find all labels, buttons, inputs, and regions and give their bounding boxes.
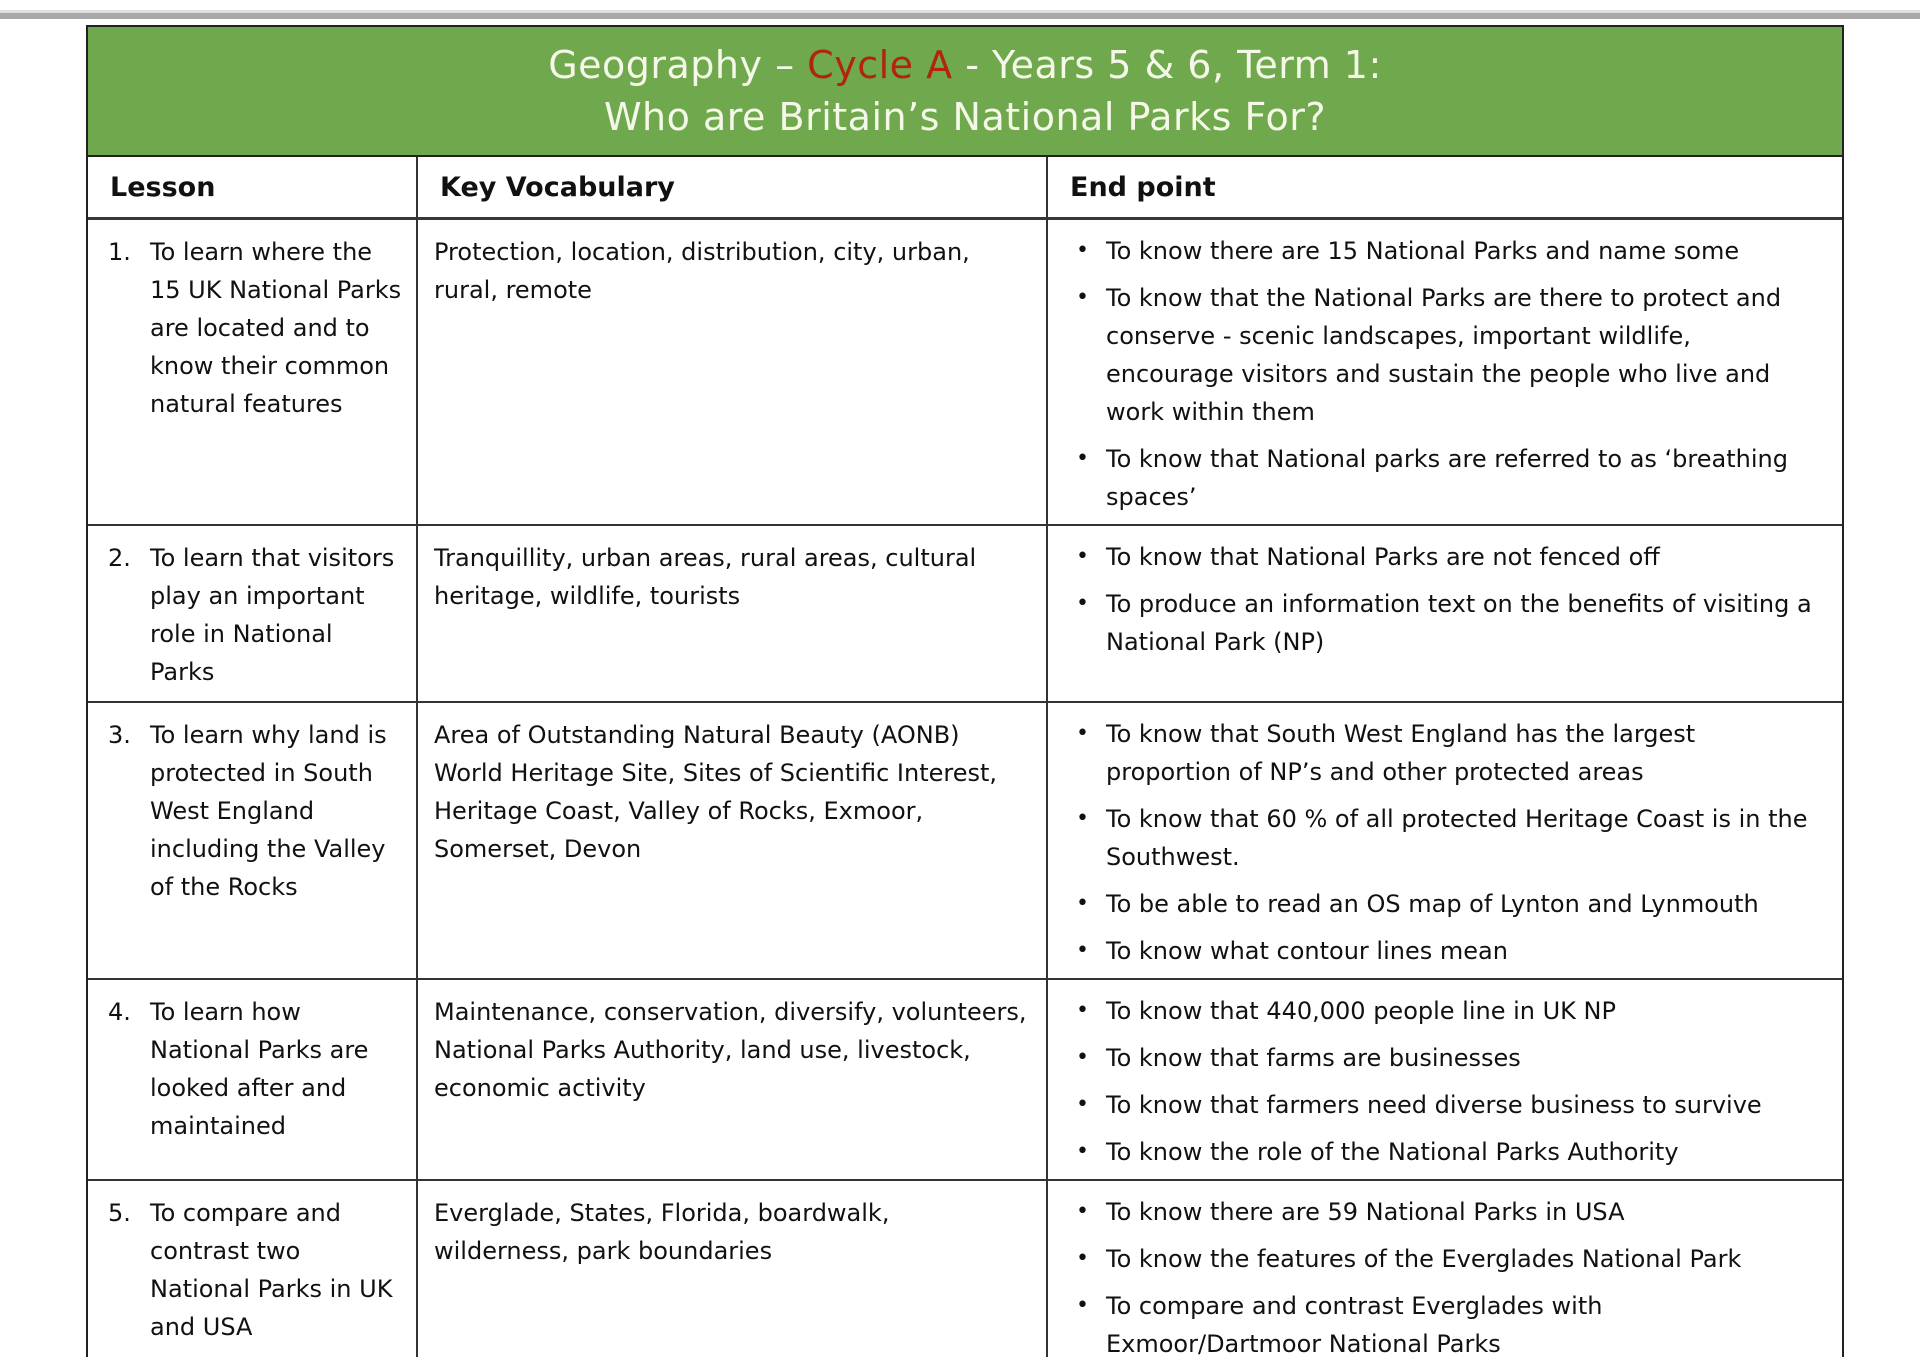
endpoint-text: To compare and contrast Everglades with Exmoor/Dartmoor National Parks bbox=[1106, 1292, 1603, 1357]
lesson-text: To learn where the 15 UK National Parks are located and to know their common natural features bbox=[150, 238, 402, 418]
lesson-number: 4. bbox=[108, 998, 131, 1026]
endpoint-text: To know that 60 % of all protected Heritage Coast is in the Southwest. bbox=[1106, 805, 1808, 871]
bullet-icon: • bbox=[1076, 1246, 1089, 1271]
endpoint-item bbox=[1060, 992, 1824, 1030]
endpoint-item bbox=[1060, 715, 1824, 791]
endpoint-text: To be able to read an OS map of Lynton and Lynmouth bbox=[1106, 890, 1759, 918]
bullet-icon: • bbox=[1076, 591, 1089, 616]
bullet-icon: • bbox=[1076, 1293, 1089, 1318]
bullet-icon: • bbox=[1076, 1092, 1089, 1117]
endpoint-item bbox=[1060, 1193, 1824, 1231]
column-header-lesson: Lesson bbox=[88, 157, 416, 220]
endpoint-item bbox=[1060, 1086, 1824, 1124]
endpoint-item bbox=[1060, 232, 1824, 270]
endpoint-text: To produce an information text on the benefits of visiting a National Park (NP) bbox=[1106, 590, 1812, 656]
endpoint-item bbox=[1060, 585, 1824, 661]
bullet-icon: • bbox=[1076, 1139, 1089, 1164]
endpoint-text: To know that National parks are referred to as ‘breathing spaces’ bbox=[1106, 445, 1788, 511]
endpoint-item bbox=[1060, 1287, 1824, 1357]
column-header-key-vocabulary: Key Vocabulary bbox=[416, 157, 1046, 220]
endpoint-text: To know what contour lines mean bbox=[1106, 937, 1508, 965]
bullet-icon: • bbox=[1076, 238, 1089, 263]
bullet-icon: • bbox=[1076, 938, 1089, 963]
endpoint-item bbox=[1060, 1039, 1824, 1077]
endpoint-item bbox=[1060, 538, 1824, 576]
bullet-icon: • bbox=[1076, 721, 1089, 746]
bullet-icon: • bbox=[1076, 285, 1089, 310]
page-title-line1 bbox=[548, 43, 1382, 87]
endpoint-item bbox=[1060, 800, 1824, 876]
lesson-text: To learn why land is protected in South West England including the Valley of the Rocks bbox=[150, 721, 387, 901]
endpoint-text: To know the features of the Everglades National Park bbox=[1106, 1245, 1742, 1273]
lesson-number: 2. bbox=[108, 544, 131, 572]
lesson-text: To compare and contrast two National Parks in UK and USA bbox=[150, 1199, 393, 1341]
column-header-end-point: End point bbox=[1046, 157, 1842, 220]
lesson-number: 1. bbox=[108, 238, 131, 266]
vocabulary-cell-3: Area of Outstanding Natural Beauty (AONB) World Heritage Site, Sites of Scientific Interest, Heritage Coast, Valley of Rocks, Exmoor, Somerset, Devon bbox=[416, 701, 1046, 978]
endpoint-text: To know that South West England has the largest proportion of NP’s and other protected areas bbox=[1106, 720, 1696, 786]
page-title-line2: Who are Britain’s National Parks For? bbox=[603, 95, 1327, 139]
title-prefix: Geography – bbox=[548, 43, 808, 87]
endpoint-cell-2 bbox=[1046, 524, 1842, 701]
lesson-text: To learn that visitors play an important role in National Parks bbox=[150, 544, 395, 686]
lesson-cell-1 bbox=[88, 220, 416, 524]
lessons-table bbox=[88, 157, 1842, 1357]
lesson-cell-3 bbox=[88, 701, 416, 978]
endpoint-text: To know that 440,000 people line in UK NP bbox=[1106, 997, 1616, 1025]
bullet-icon: • bbox=[1076, 1199, 1089, 1224]
endpoint-cell-3 bbox=[1046, 701, 1842, 978]
vocabulary-cell-2: Tranquillity, urban areas, rural areas, cultural heritage, wildlife, tourists bbox=[416, 524, 1046, 701]
vocabulary-cell-5: Everglade, States, Florida, boardwalk, wilderness, park boundaries bbox=[416, 1179, 1046, 1357]
lesson-cell-2 bbox=[88, 524, 416, 701]
bullet-icon: • bbox=[1076, 544, 1089, 569]
lesson-number: 3. bbox=[108, 721, 131, 749]
endpoint-item bbox=[1060, 885, 1824, 923]
endpoint-text: To know the role of the National Parks Authority bbox=[1106, 1138, 1679, 1166]
lesson-number: 5. bbox=[108, 1199, 131, 1227]
endpoint-item bbox=[1060, 440, 1824, 516]
page-edge-line bbox=[0, 13, 1920, 19]
cycle-highlight: Cycle A bbox=[807, 43, 953, 87]
endpoint-item bbox=[1060, 932, 1824, 970]
endpoint-text: To know there are 59 National Parks in USA bbox=[1106, 1198, 1625, 1226]
vocabulary-cell-4: Maintenance, conservation, diversify, volunteers, National Parks Authority, land use, livestock, economic activity bbox=[416, 978, 1046, 1179]
title-suffix: - Years 5 & 6, Term 1: bbox=[952, 43, 1382, 87]
curriculum-table-document bbox=[86, 25, 1844, 1357]
endpoint-item bbox=[1060, 1133, 1824, 1171]
endpoint-cell-4 bbox=[1046, 978, 1842, 1179]
endpoint-text: To know there are 15 National Parks and name some bbox=[1106, 237, 1740, 265]
endpoint-cell-5 bbox=[1046, 1179, 1842, 1357]
endpoint-item bbox=[1060, 1240, 1824, 1278]
endpoint-text: To know that the National Parks are there to protect and conserve - scenic landscapes, important wildlife, encourage visitors and sustain the people who live and work within them bbox=[1106, 284, 1782, 426]
bullet-icon: • bbox=[1076, 891, 1089, 916]
endpoint-item bbox=[1060, 279, 1824, 431]
lesson-cell-5 bbox=[88, 1179, 416, 1357]
lesson-text: To learn how National Parks are looked after and maintained bbox=[150, 998, 369, 1140]
bullet-icon: • bbox=[1076, 998, 1089, 1023]
bullet-icon: • bbox=[1076, 1045, 1089, 1070]
bullet-icon: • bbox=[1076, 446, 1089, 471]
bullet-icon: • bbox=[1076, 806, 1089, 831]
vocabulary-cell-1: Protection, location, distribution, city, urban, rural, remote bbox=[416, 220, 1046, 524]
endpoint-text: To know that National Parks are not fenced off bbox=[1106, 543, 1660, 571]
endpoint-text: To know that farmers need diverse business to survive bbox=[1106, 1091, 1762, 1119]
lesson-cell-4 bbox=[88, 978, 416, 1179]
endpoint-text: To know that farms are businesses bbox=[1106, 1044, 1521, 1072]
endpoint-cell-1 bbox=[1046, 220, 1842, 524]
title-banner bbox=[88, 27, 1842, 157]
